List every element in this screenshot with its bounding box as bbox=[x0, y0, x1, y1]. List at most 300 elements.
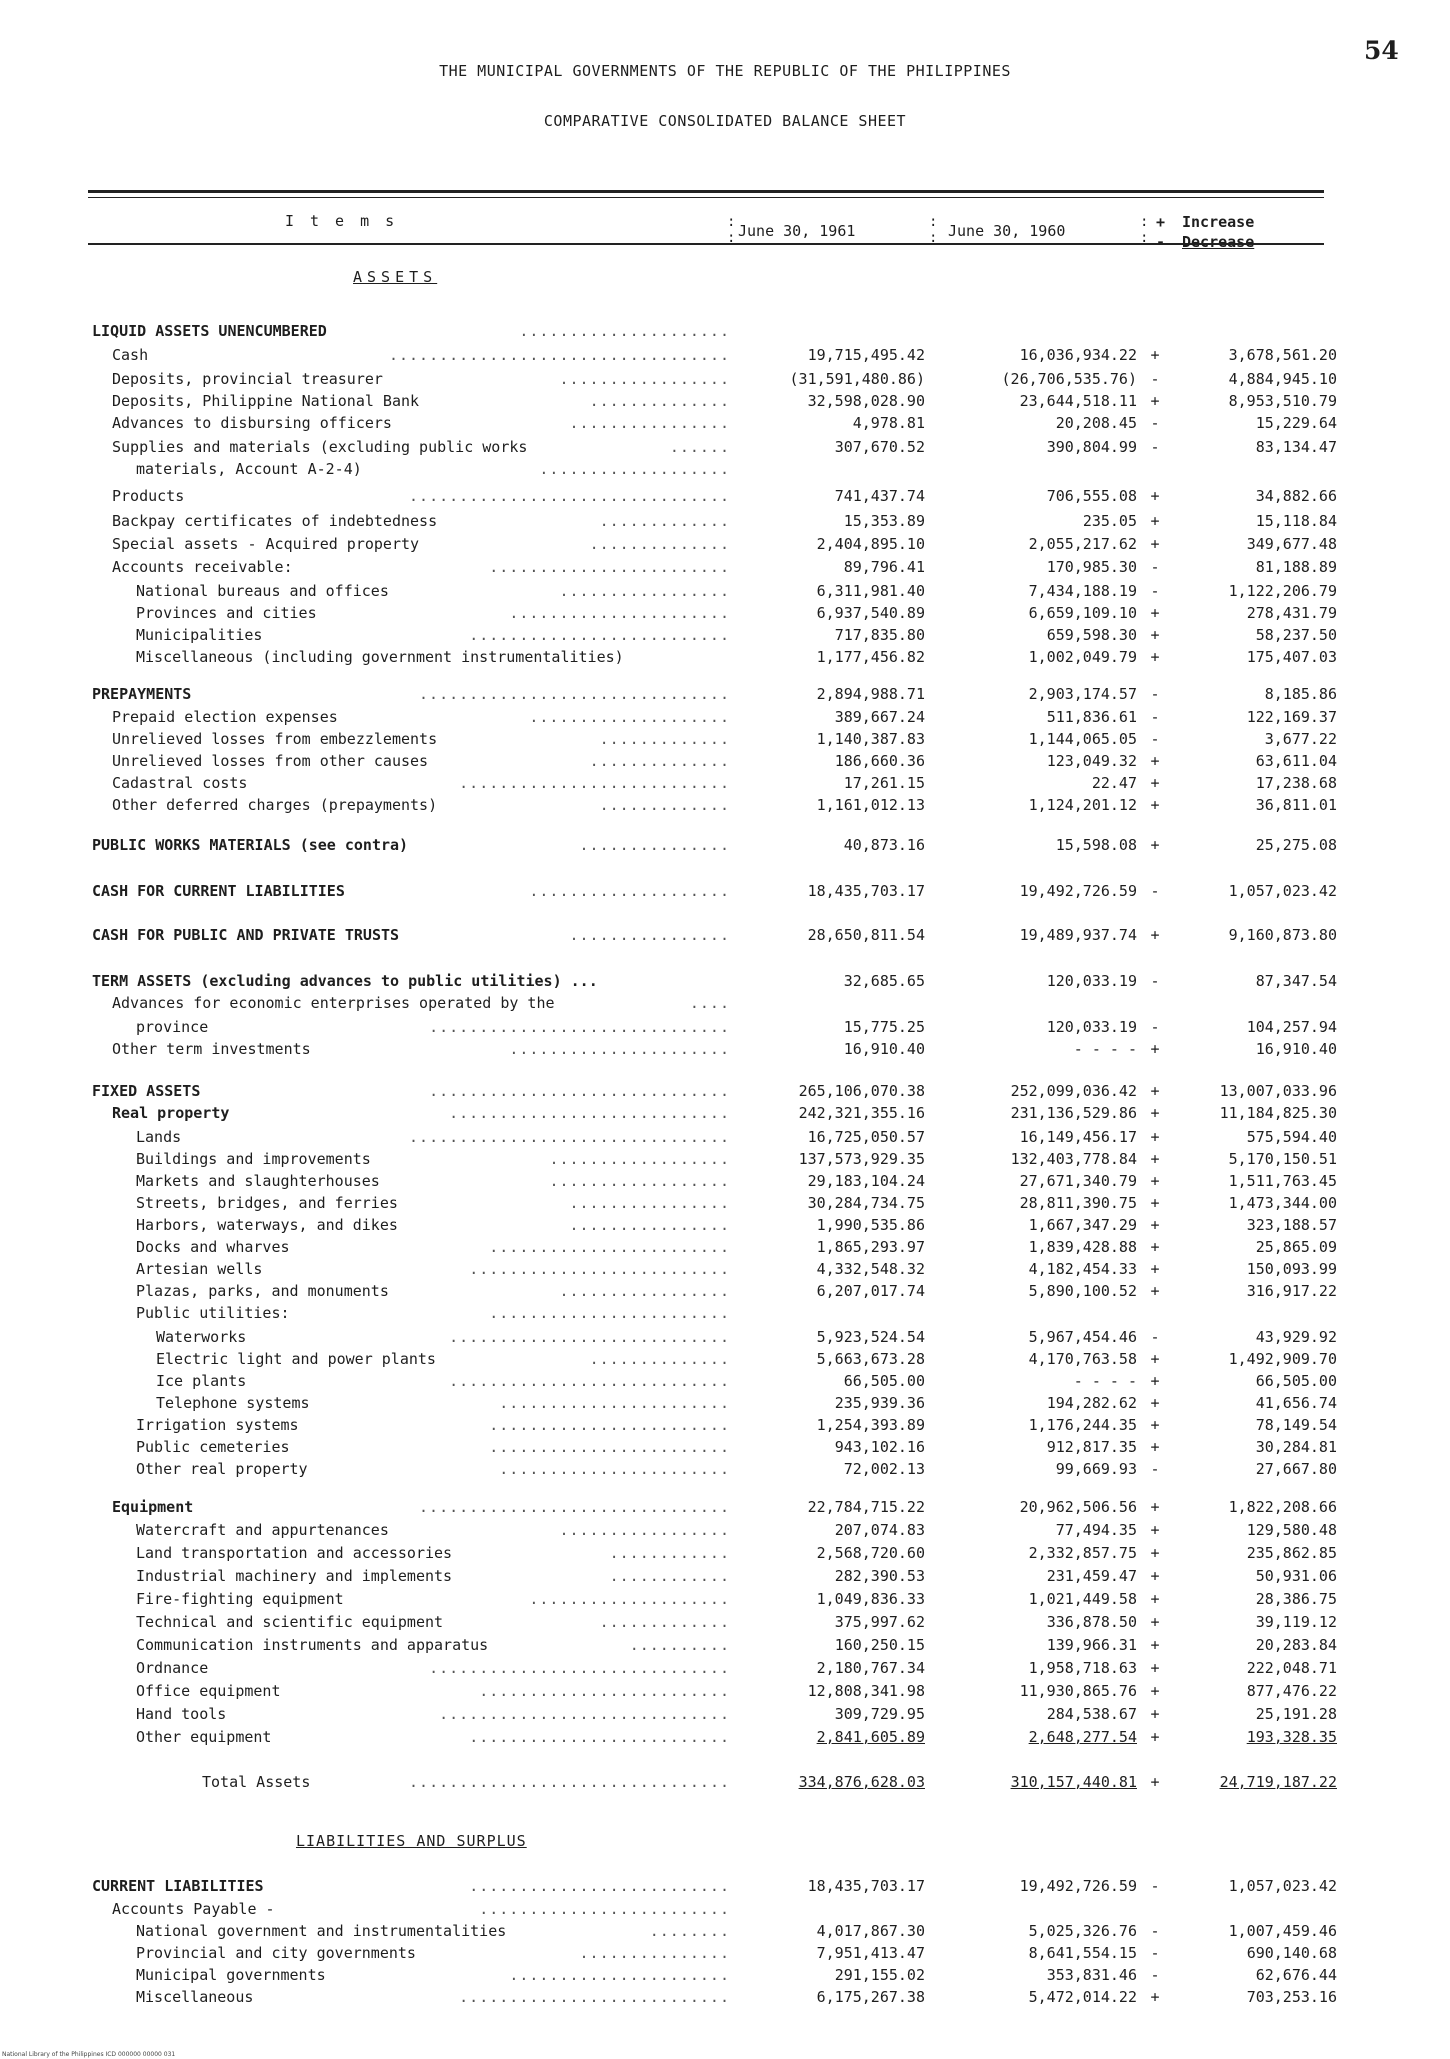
value-june-1960: 5,967,454.46 bbox=[1028, 1328, 1137, 1346]
table-row bbox=[0, 1082, 1450, 1104]
value-june-1961: 309,729.95 bbox=[834, 1705, 925, 1723]
value-june-1960: 20,962,506.56 bbox=[1019, 1498, 1137, 1516]
leader-dots: ......................... bbox=[479, 1682, 730, 1700]
value-june-1961: 30,284,734.75 bbox=[807, 1194, 925, 1212]
row-label: CASH FOR CURRENT LIABILITIES bbox=[92, 882, 345, 900]
value-june-1960: 1,958,718.63 bbox=[1028, 1659, 1137, 1677]
value-increase-decrease: 17,238.68 bbox=[1255, 774, 1337, 792]
value-june-1961: 717,835.80 bbox=[834, 626, 925, 644]
leader-dots: .................. bbox=[549, 1150, 730, 1168]
value-june-1960: 706,555.08 bbox=[1046, 487, 1137, 505]
table-row bbox=[0, 730, 1450, 752]
value-june-1961: 2,894,988.71 bbox=[816, 685, 925, 703]
value-june-1960: 6,659,109.10 bbox=[1028, 604, 1137, 622]
value-june-1961: 235,939.36 bbox=[834, 1394, 925, 1412]
change-sign: + bbox=[1150, 1350, 1160, 1368]
change-sign: + bbox=[1150, 836, 1160, 854]
row-label: Technical and scientific equipment bbox=[136, 1613, 444, 1631]
value-june-1960: - - - - bbox=[1073, 1372, 1137, 1390]
table-row bbox=[0, 796, 1450, 818]
value-increase-decrease: 1,057,023.42 bbox=[1228, 1877, 1337, 1895]
change-sign: + bbox=[1150, 346, 1160, 364]
change-sign: - bbox=[1150, 1922, 1160, 1940]
change-sign: + bbox=[1150, 1260, 1160, 1278]
change-sign: + bbox=[1150, 626, 1160, 644]
value-june-1960: 16,149,456.17 bbox=[1019, 1128, 1137, 1146]
leader-dots: ............... bbox=[579, 836, 730, 854]
value-june-1960: 22.47 bbox=[1091, 774, 1137, 792]
table-row bbox=[0, 1216, 1450, 1238]
leader-dots: ............................. bbox=[439, 1705, 730, 1723]
value-increase-decrease: 39,119.12 bbox=[1255, 1613, 1337, 1631]
leader-dots: ................................ bbox=[409, 1773, 730, 1791]
value-june-1960: 1,124,201.12 bbox=[1028, 796, 1137, 814]
table-row bbox=[0, 1394, 1450, 1416]
row-label: Deposits, Philippine National Bank bbox=[112, 392, 420, 410]
value-june-1961: 18,435,703.17 bbox=[807, 882, 925, 900]
value-june-1961: 6,311,981.40 bbox=[816, 582, 925, 600]
row-label: Artesian wells bbox=[136, 1260, 263, 1278]
change-sign: + bbox=[1150, 535, 1160, 553]
value-june-1960: 1,021,449.58 bbox=[1028, 1590, 1137, 1608]
table-row bbox=[0, 1544, 1450, 1566]
value-june-1960: 1,176,244.35 bbox=[1028, 1416, 1137, 1434]
row-label: Ordnance bbox=[136, 1659, 209, 1677]
value-june-1960: 120,033.19 bbox=[1046, 972, 1137, 990]
value-june-1960: 235.05 bbox=[1082, 512, 1137, 530]
change-sign: + bbox=[1150, 1438, 1160, 1456]
value-june-1961: 17,261.15 bbox=[843, 774, 925, 792]
value-june-1961: 375,997.62 bbox=[834, 1613, 925, 1631]
value-increase-decrease: 11,184,825.30 bbox=[1219, 1104, 1337, 1122]
value-june-1960: 4,182,454.33 bbox=[1028, 1260, 1137, 1278]
row-label: Products bbox=[112, 487, 185, 505]
change-sign: + bbox=[1150, 1172, 1160, 1190]
value-june-1960: 2,648,277.54 bbox=[1028, 1728, 1137, 1746]
value-increase-decrease: 30,284.81 bbox=[1255, 1438, 1337, 1456]
leader-dots: ........................ bbox=[489, 1238, 730, 1256]
value-june-1960: 912,817.35 bbox=[1046, 1438, 1137, 1456]
leader-dots: ............. bbox=[599, 512, 730, 530]
table-row bbox=[0, 370, 1450, 392]
leader-dots: ............... bbox=[579, 1944, 730, 1962]
value-june-1961: 4,017,867.30 bbox=[816, 1922, 925, 1940]
assets-heading: ASSETS bbox=[353, 268, 438, 286]
value-increase-decrease: 1,492,909.70 bbox=[1228, 1350, 1337, 1368]
value-june-1961: 66,505.00 bbox=[843, 1372, 925, 1390]
table-row bbox=[0, 626, 1450, 648]
row-label: Docks and wharves bbox=[136, 1238, 290, 1256]
value-increase-decrease: 8,185.86 bbox=[1264, 685, 1337, 703]
change-sign: + bbox=[1150, 1128, 1160, 1146]
header-bottom-rule bbox=[88, 243, 1324, 245]
leader-dots: ......................... bbox=[479, 1900, 730, 1918]
leader-dots: .......................... bbox=[469, 1260, 730, 1278]
value-increase-decrease: 43,929.92 bbox=[1255, 1328, 1337, 1346]
change-sign: - bbox=[1150, 972, 1160, 990]
change-sign: + bbox=[1150, 1728, 1160, 1746]
leader-dots: .............................. bbox=[429, 1082, 730, 1100]
value-increase-decrease: 316,917.22 bbox=[1246, 1282, 1337, 1300]
value-increase-decrease: 4,884,945.10 bbox=[1228, 370, 1337, 388]
value-june-1961: 291,155.02 bbox=[834, 1966, 925, 1984]
value-increase-decrease: 87,347.54 bbox=[1255, 972, 1337, 990]
leader-dots: ................................ bbox=[409, 1128, 730, 1146]
value-june-1960: 1,839,428.88 bbox=[1028, 1238, 1137, 1256]
value-june-1961: 265,106,070.38 bbox=[798, 1082, 925, 1100]
value-june-1961: 186,660.36 bbox=[834, 752, 925, 770]
row-label: National bureaus and offices bbox=[136, 582, 389, 600]
change-sign: - bbox=[1150, 1328, 1160, 1346]
change-sign: + bbox=[1150, 752, 1160, 770]
table-row bbox=[0, 460, 1450, 482]
value-june-1960: 5,025,326.76 bbox=[1028, 1922, 1137, 1940]
change-sign: + bbox=[1150, 1104, 1160, 1122]
row-label: Cash bbox=[112, 346, 149, 364]
value-june-1961: 2,404,895.10 bbox=[816, 535, 925, 553]
change-sign: - bbox=[1150, 708, 1160, 726]
leader-dots: ............ bbox=[609, 1544, 730, 1562]
row-label: Provincial and city governments bbox=[136, 1944, 416, 1962]
table-row bbox=[0, 1988, 1450, 2010]
leader-dots: ................ bbox=[569, 926, 730, 944]
value-increase-decrease: 66,505.00 bbox=[1255, 1372, 1337, 1390]
leader-dots: ............. bbox=[599, 796, 730, 814]
header-june-1960: June 30, 1960 bbox=[948, 222, 1066, 240]
row-label: CASH FOR PUBLIC AND PRIVATE TRUSTS bbox=[92, 926, 400, 944]
leader-dots: ....................... bbox=[499, 1460, 730, 1478]
leader-dots: ...................... bbox=[509, 1966, 730, 1984]
table-row bbox=[0, 882, 1450, 904]
table-row bbox=[0, 1590, 1450, 1612]
leader-dots: ................. bbox=[559, 582, 730, 600]
header-second-rule bbox=[88, 197, 1324, 198]
table-row bbox=[0, 558, 1450, 580]
header-sign-column bbox=[1156, 212, 1165, 252]
value-june-1960: 4,170,763.58 bbox=[1028, 1350, 1137, 1368]
row-label: Total Assets bbox=[202, 1773, 311, 1791]
value-increase-decrease: 62,676.44 bbox=[1255, 1966, 1337, 1984]
change-sign: - bbox=[1150, 1944, 1160, 1962]
table-row bbox=[0, 1040, 1450, 1062]
table-row bbox=[0, 1498, 1450, 1520]
value-june-1960: 19,492,726.59 bbox=[1019, 882, 1137, 900]
row-label: Telephone systems bbox=[156, 1394, 310, 1412]
table-row bbox=[0, 1238, 1450, 1260]
row-label: Special assets - Acquired property bbox=[112, 535, 420, 553]
value-increase-decrease: 83,134.47 bbox=[1255, 438, 1337, 456]
value-june-1961: 6,207,017.74 bbox=[816, 1282, 925, 1300]
value-june-1961: 32,598,028.90 bbox=[807, 392, 925, 410]
value-increase-decrease: 1,007,459.46 bbox=[1228, 1922, 1337, 1940]
table-row bbox=[0, 322, 1450, 344]
value-june-1961: 1,161,012.13 bbox=[816, 796, 925, 814]
row-label: Office equipment bbox=[136, 1682, 281, 1700]
value-increase-decrease: 104,257.94 bbox=[1246, 1018, 1337, 1036]
value-june-1960: 2,332,857.75 bbox=[1028, 1544, 1137, 1562]
leader-dots: .............................. bbox=[429, 1018, 730, 1036]
row-label: Backpay certificates of indebtedness bbox=[112, 512, 438, 530]
value-june-1960: 1,144,065.05 bbox=[1028, 730, 1137, 748]
change-sign: + bbox=[1150, 1567, 1160, 1585]
change-sign: + bbox=[1150, 512, 1160, 530]
value-increase-decrease: 1,511,763.45 bbox=[1228, 1172, 1337, 1190]
change-sign: + bbox=[1150, 487, 1160, 505]
table-row bbox=[0, 1260, 1450, 1282]
value-june-1960: 310,157,440.81 bbox=[1010, 1773, 1137, 1791]
leader-dots: .......... bbox=[629, 1636, 730, 1654]
value-june-1960: 511,836.61 bbox=[1046, 708, 1137, 726]
value-june-1961: 1,254,393.89 bbox=[816, 1416, 925, 1434]
table-row bbox=[0, 1460, 1450, 1482]
table-row bbox=[0, 535, 1450, 557]
value-increase-decrease: 1,822,208.66 bbox=[1228, 1498, 1337, 1516]
value-increase-decrease: 278,431.79 bbox=[1246, 604, 1337, 622]
header-separator: : : bbox=[929, 214, 938, 246]
value-june-1960: 1,667,347.29 bbox=[1028, 1216, 1137, 1234]
leader-dots: ................. bbox=[559, 1521, 730, 1539]
row-label: Accounts Payable - bbox=[112, 1900, 275, 1918]
change-sign: + bbox=[1150, 1194, 1160, 1212]
leader-dots: ................ bbox=[569, 414, 730, 432]
change-sign: + bbox=[1150, 1238, 1160, 1256]
value-june-1961: 2,180,767.34 bbox=[816, 1659, 925, 1677]
row-label: Miscellaneous bbox=[136, 1988, 254, 2006]
row-label: Streets, bridges, and ferries bbox=[136, 1194, 398, 1212]
table-row bbox=[0, 1304, 1450, 1326]
change-sign: + bbox=[1150, 1659, 1160, 1677]
table-row bbox=[0, 1659, 1450, 1681]
leader-dots: ............. bbox=[599, 1613, 730, 1631]
value-june-1961: 2,568,720.60 bbox=[816, 1544, 925, 1562]
table-row bbox=[0, 582, 1450, 604]
value-increase-decrease: 323,188.57 bbox=[1246, 1216, 1337, 1234]
table-row bbox=[0, 1966, 1450, 1988]
change-sign: + bbox=[1150, 774, 1160, 792]
value-june-1961: 29,183,104.24 bbox=[807, 1172, 925, 1190]
change-sign: + bbox=[1150, 1150, 1160, 1168]
value-june-1961: 6,175,267.38 bbox=[816, 1988, 925, 2006]
value-june-1961: 18,435,703.17 bbox=[807, 1877, 925, 1895]
value-june-1960: 77,494.35 bbox=[1055, 1521, 1137, 1539]
table-row bbox=[0, 1350, 1450, 1372]
value-june-1961: 389,667.24 bbox=[834, 708, 925, 726]
row-label: Other equipment bbox=[136, 1728, 272, 1746]
value-june-1960: 15,598.08 bbox=[1055, 836, 1137, 854]
header-decrease: Decrease bbox=[1182, 233, 1255, 251]
value-june-1961: 12,808,341.98 bbox=[807, 1682, 925, 1700]
leader-dots: ...... bbox=[669, 438, 730, 456]
change-sign: + bbox=[1150, 392, 1160, 410]
value-june-1961: 1,140,387.83 bbox=[816, 730, 925, 748]
table-row bbox=[0, 1172, 1450, 1194]
row-label: Hand tools bbox=[136, 1705, 227, 1723]
change-sign: - bbox=[1150, 414, 1160, 432]
value-june-1960: 123,049.32 bbox=[1046, 752, 1137, 770]
value-june-1961: 282,390.53 bbox=[834, 1567, 925, 1585]
table-row bbox=[0, 685, 1450, 707]
row-label: FIXED ASSETS bbox=[92, 1082, 201, 1100]
row-label: Industrial machinery and implements bbox=[136, 1567, 453, 1585]
value-june-1960: 11,930,865.76 bbox=[1019, 1682, 1137, 1700]
value-june-1960: 231,459.47 bbox=[1046, 1567, 1137, 1585]
value-june-1960: 5,472,014.22 bbox=[1028, 1988, 1137, 2006]
change-sign: - bbox=[1150, 685, 1160, 703]
table-row bbox=[0, 708, 1450, 730]
row-label: CURRENT LIABILITIES bbox=[92, 1877, 264, 1895]
row-label: Cadastral costs bbox=[112, 774, 248, 792]
value-june-1961: 72,002.13 bbox=[843, 1460, 925, 1478]
row-label: Unrelieved losses from embezzlements bbox=[112, 730, 438, 748]
row-label: Municipal governments bbox=[136, 1966, 326, 1984]
value-increase-decrease: 15,229.64 bbox=[1255, 414, 1337, 432]
value-june-1960: 252,099,036.42 bbox=[1010, 1082, 1137, 1100]
leader-dots: .............. bbox=[589, 752, 730, 770]
value-increase-decrease: 78,149.54 bbox=[1255, 1416, 1337, 1434]
value-june-1961: 242,321,355.16 bbox=[798, 1104, 925, 1122]
table-row bbox=[0, 1128, 1450, 1150]
value-june-1960: 170,985.30 bbox=[1046, 558, 1137, 576]
value-increase-decrease: 13,007,033.96 bbox=[1219, 1082, 1337, 1100]
table-row bbox=[0, 1613, 1450, 1635]
row-label: Prepaid election expenses bbox=[112, 708, 338, 726]
value-june-1960: 284,538.67 bbox=[1046, 1705, 1137, 1723]
table-row bbox=[0, 512, 1450, 534]
change-sign: + bbox=[1150, 796, 1160, 814]
table-row bbox=[0, 972, 1450, 994]
value-june-1960: 2,903,174.57 bbox=[1028, 685, 1137, 703]
row-label: National government and instrumentalities bbox=[136, 1922, 507, 1940]
leader-dots: .......................... bbox=[469, 1728, 730, 1746]
row-label: Unrelieved losses from other causes bbox=[112, 752, 429, 770]
value-june-1961: 4,978.81 bbox=[852, 414, 925, 432]
table-row bbox=[0, 346, 1450, 368]
table-row bbox=[0, 1636, 1450, 1658]
leader-dots: .............. bbox=[589, 392, 730, 410]
table-row bbox=[0, 1416, 1450, 1438]
value-increase-decrease: 877,476.22 bbox=[1246, 1682, 1337, 1700]
change-sign: + bbox=[1150, 1521, 1160, 1539]
table-row bbox=[0, 392, 1450, 414]
value-june-1960: 132,403,778.84 bbox=[1010, 1150, 1137, 1168]
row-label: Public cemeteries bbox=[136, 1438, 290, 1456]
value-june-1960: 7,434,188.19 bbox=[1028, 582, 1137, 600]
table-row bbox=[0, 487, 1450, 509]
leader-dots: .................................. bbox=[388, 346, 730, 364]
leader-dots: .............. bbox=[589, 1350, 730, 1368]
value-june-1961: 16,725,050.57 bbox=[807, 1128, 925, 1146]
value-increase-decrease: 9,160,873.80 bbox=[1228, 926, 1337, 944]
value-increase-decrease: 36,811.01 bbox=[1255, 796, 1337, 814]
row-label: Electric light and power plants bbox=[156, 1350, 436, 1368]
value-increase-decrease: 703,253.16 bbox=[1246, 1988, 1337, 2006]
table-row bbox=[0, 1900, 1450, 1922]
table-row bbox=[0, 1922, 1450, 1944]
value-june-1960: 336,878.50 bbox=[1046, 1613, 1137, 1631]
value-increase-decrease: 81,188.89 bbox=[1255, 558, 1337, 576]
row-label: Lands bbox=[136, 1128, 182, 1146]
leader-dots: .................... bbox=[529, 882, 730, 900]
leader-dots: ............ bbox=[609, 1567, 730, 1585]
value-june-1961: 1,990,535.86 bbox=[816, 1216, 925, 1234]
value-june-1960: 27,671,340.79 bbox=[1019, 1172, 1137, 1190]
row-label: Municipalities bbox=[136, 626, 263, 644]
leader-dots: ........................ bbox=[489, 558, 730, 576]
row-label: Irrigation systems bbox=[136, 1416, 299, 1434]
value-june-1961: 334,876,628.03 bbox=[798, 1773, 925, 1791]
value-june-1960: 353,831.46 bbox=[1046, 1966, 1137, 1984]
change-sign: + bbox=[1150, 1544, 1160, 1562]
leader-dots: .............................. bbox=[429, 1659, 730, 1677]
value-june-1961: 160,250.15 bbox=[834, 1636, 925, 1654]
value-june-1961: 6,937,540.89 bbox=[816, 604, 925, 622]
row-label: PUBLIC WORKS MATERIALS (see contra) bbox=[92, 836, 409, 854]
value-june-1960: 139,966.31 bbox=[1046, 1636, 1137, 1654]
header-separator: : : bbox=[727, 214, 736, 246]
value-june-1961: 307,670.52 bbox=[834, 438, 925, 456]
page-number: 54 bbox=[1364, 36, 1399, 65]
row-label: Advances for economic enterprises operated by the bbox=[112, 994, 555, 1012]
value-june-1961: 1,049,836.33 bbox=[816, 1590, 925, 1608]
row-label: Communication instruments and apparatus bbox=[136, 1636, 489, 1654]
header-top-rule bbox=[88, 190, 1324, 193]
value-june-1960: 19,492,726.59 bbox=[1019, 1877, 1137, 1895]
value-june-1961: 22,784,715.22 bbox=[807, 1498, 925, 1516]
value-increase-decrease: 122,169.37 bbox=[1246, 708, 1337, 726]
leader-dots: .............. bbox=[589, 535, 730, 553]
value-june-1960: 5,890,100.52 bbox=[1028, 1282, 1137, 1300]
leader-dots: .... bbox=[689, 994, 730, 1012]
value-june-1960: 1,002,049.79 bbox=[1028, 648, 1137, 666]
change-sign: + bbox=[1150, 1613, 1160, 1631]
row-label: Plazas, parks, and monuments bbox=[136, 1282, 389, 1300]
change-sign: + bbox=[1150, 1082, 1160, 1100]
value-increase-decrease: 3,678,561.20 bbox=[1228, 346, 1337, 364]
value-june-1960: 231,136,529.86 bbox=[1010, 1104, 1137, 1122]
table-row bbox=[0, 1282, 1450, 1304]
row-label: province bbox=[136, 1018, 209, 1036]
value-increase-decrease: 25,275.08 bbox=[1255, 836, 1337, 854]
leader-dots: ........................ bbox=[489, 1416, 730, 1434]
value-increase-decrease: 58,237.50 bbox=[1255, 626, 1337, 644]
row-label: PREPAYMENTS bbox=[92, 685, 192, 703]
leader-dots: ................. bbox=[559, 1282, 730, 1300]
table-row bbox=[0, 1328, 1450, 1350]
value-june-1961: 4,332,548.32 bbox=[816, 1260, 925, 1278]
table-row bbox=[0, 926, 1450, 948]
leader-dots: ................ bbox=[569, 1216, 730, 1234]
value-june-1960: 23,644,518.11 bbox=[1019, 392, 1137, 410]
header-june-1961: June 30, 1961 bbox=[738, 222, 856, 240]
leader-dots: ........................ bbox=[489, 1438, 730, 1456]
value-increase-decrease: 222,048.71 bbox=[1246, 1659, 1337, 1677]
row-label: Supplies and materials (excluding public works bbox=[112, 438, 528, 456]
value-june-1960: 19,489,937.74 bbox=[1019, 926, 1137, 944]
leader-dots: ................ bbox=[569, 1194, 730, 1212]
change-sign: + bbox=[1150, 1498, 1160, 1516]
row-label: Fire-fighting equipment bbox=[136, 1590, 344, 1608]
change-sign: + bbox=[1150, 926, 1160, 944]
value-june-1961: 207,074.83 bbox=[834, 1521, 925, 1539]
table-row bbox=[0, 438, 1450, 460]
liabilities-heading: LIABILITIES AND SURPLUS bbox=[296, 1832, 527, 1850]
header-minus-sign: - bbox=[1156, 233, 1166, 251]
row-label: Harbors, waterways, and dikes bbox=[136, 1216, 398, 1234]
leader-dots: ............................... bbox=[419, 1498, 730, 1516]
table-row bbox=[0, 1150, 1450, 1172]
table-row bbox=[0, 414, 1450, 436]
table-row bbox=[0, 1104, 1450, 1126]
